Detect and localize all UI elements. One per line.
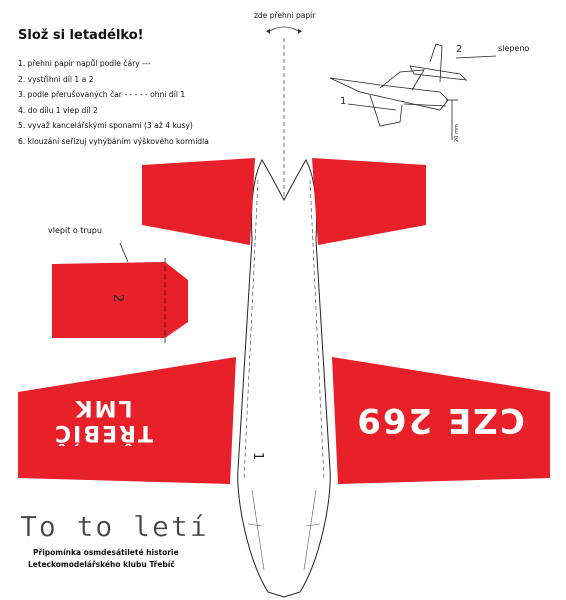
fold-here-label: zde přehni papír	[254, 11, 316, 20]
page-title: Slož si letadélko!	[18, 28, 144, 43]
diagram-dimension: 20 mm	[454, 124, 460, 142]
club-marking-line-2: TŘEBÍČ	[52, 420, 154, 445]
step-item: 5. vyvaž kancelářskými sponami (3 až 4 kusy)	[18, 121, 193, 131]
diagram-part-1: 1	[340, 96, 347, 107]
instruction-list	[18, 56, 209, 150]
part-2-mark: 2	[110, 294, 125, 303]
step-item: 4. do dílu 1 vlep díl 2	[18, 105, 98, 115]
step-item: 2. vystřihni díl 1 a 2	[18, 74, 94, 84]
footer-subtitle-2: Leteckomodelářského klubu Třebíč	[28, 560, 175, 569]
brand-logo-text: To to letí	[20, 510, 209, 543]
glue-to-fuselage-label: vlepit o trupu	[48, 226, 102, 235]
fuselage-part-1	[238, 160, 330, 597]
footer-subtitle-1: Připomínka osmdesátileté historie	[33, 548, 179, 557]
part-1-mark: 1	[250, 452, 265, 461]
club-marking-line-1: LMK	[73, 395, 133, 420]
registration-marking: CZE 269	[355, 400, 525, 440]
left-upper-wing	[142, 158, 255, 245]
glued-label: slepeno	[498, 44, 530, 53]
fold-arrow-icon	[268, 27, 300, 32]
step-item: 3. podle přerušovaných čar - - - - - ohni díl 1	[18, 90, 186, 100]
step-item: 1. přehni papír napůl podle čáry ---	[18, 59, 151, 68]
diagram-part-2: 2	[456, 44, 463, 55]
assembly-diagram	[330, 44, 496, 140]
step-item: 6. klouzání seřizuj vyhýbáním výškového kormidla	[18, 136, 209, 146]
right-upper-wing	[312, 158, 426, 245]
